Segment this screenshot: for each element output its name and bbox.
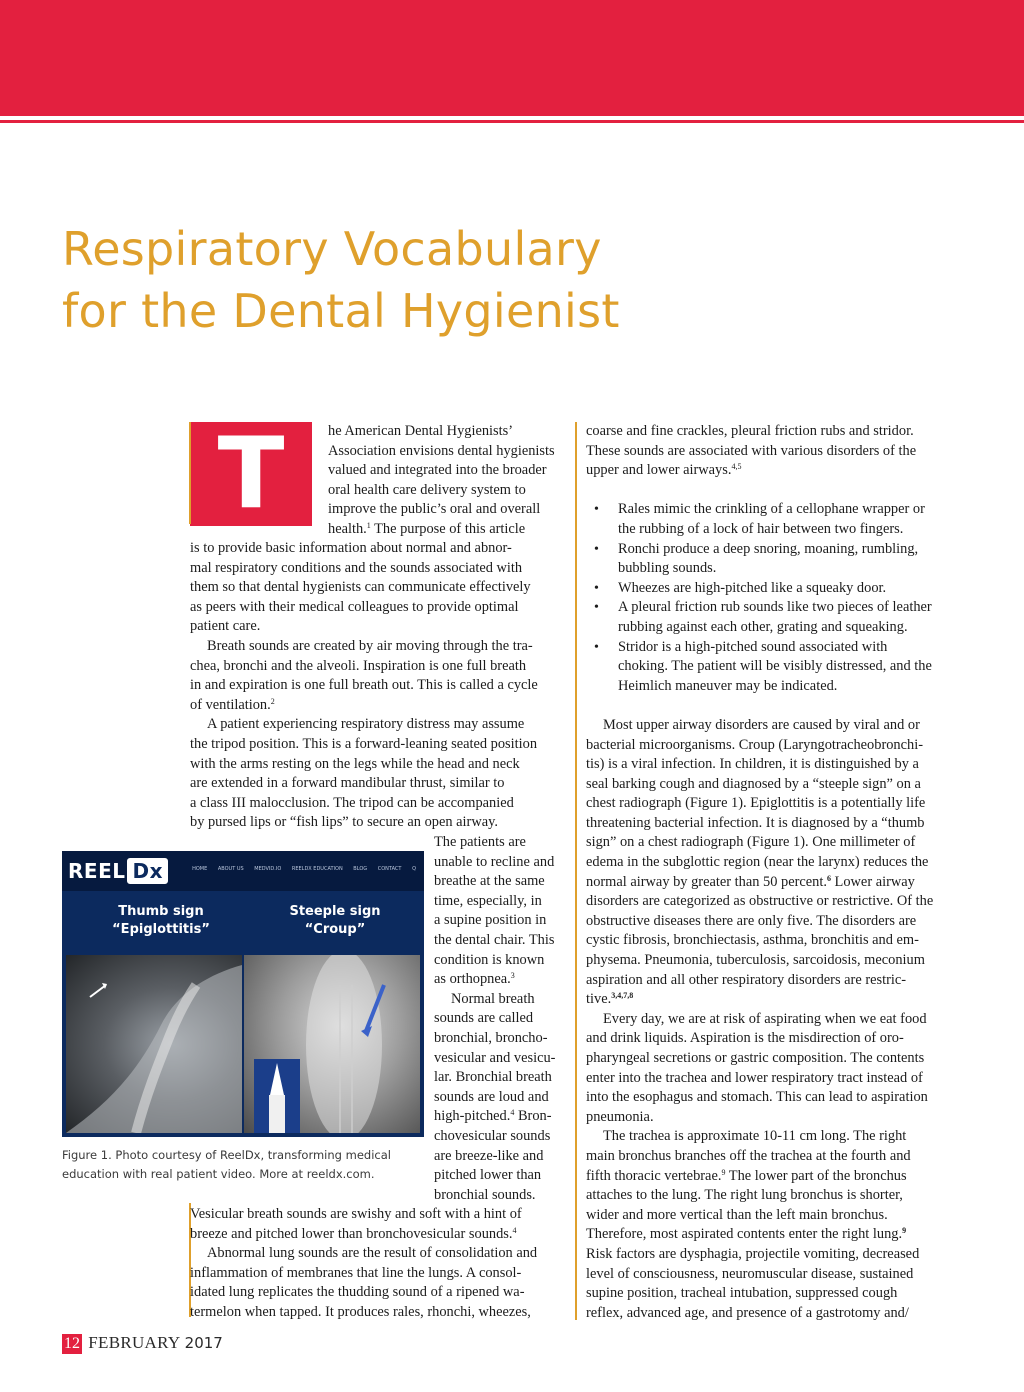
text-fragment: The lower part of the bronchus	[725, 1167, 907, 1184]
citation: 9	[721, 1167, 726, 1177]
text-line: Most upper airway disorders are caused by viral and or	[603, 716, 920, 733]
citation: 2	[270, 696, 275, 706]
text-line: These sounds are associated with various disorders of the	[586, 442, 917, 459]
text-line: sign” on a chest radiograph (Figure 1). One millimeter of	[586, 834, 916, 851]
text-line: Ronchi produce a deep snoring, moaning, rumbling,	[618, 540, 919, 557]
figure-1	[62, 851, 424, 1137]
text-line: vesicular and vesicu-	[434, 1049, 556, 1066]
text-line: time, especially, in	[434, 892, 542, 909]
xray-illustration	[244, 955, 420, 1133]
text-line: choking. The patient will be visibly distressed, and the	[618, 658, 932, 675]
drop-cap-paragraph	[328, 422, 555, 540]
text-line: the tripod position. This is a forward-leaning seated position	[190, 735, 538, 752]
text-line: inflammation of membranes that line the lungs. A consol-	[190, 1264, 522, 1281]
bullet-icon: •	[594, 541, 599, 557]
article-title	[62, 218, 962, 342]
text-line: bronchial, broncho-	[434, 1029, 548, 1046]
text-fragment: Therefore, most aspirated contents enter the right lung.	[586, 1226, 903, 1243]
issue-year: 2017	[184, 1334, 223, 1352]
label-line: “Croup”	[304, 922, 366, 937]
text-line: valued and integrated into the broader	[328, 462, 547, 479]
text-line: by pursed lips or “fish lips” to secure an open airway.	[190, 814, 498, 831]
text-line: oral health care delivery system to	[328, 481, 526, 498]
text-line: the dental chair. This	[434, 931, 555, 948]
text-fragment: upper and lower airways.	[586, 462, 732, 479]
issue-month: FEBRUARY	[88, 1333, 181, 1352]
bullet-list	[586, 500, 970, 696]
text-fragment: Lower airway	[830, 873, 915, 890]
text-line: A pleural friction rub sounds like two pieces of leather	[618, 599, 932, 616]
wrapped-text	[434, 833, 555, 1205]
bullet-icon: •	[594, 580, 599, 596]
search-icon: Q	[412, 866, 416, 872]
text-line	[434, 970, 555, 990]
left-column-rule	[189, 422, 191, 524]
text-line: and drink liquids. Aspiration is the misdirection of oro-	[586, 1030, 904, 1047]
frontal-neck-xray-image	[244, 955, 420, 1133]
citation: 3	[510, 971, 515, 981]
text-line: termelon when tapped. It produces rales, rhonchi, wheezes,	[190, 1303, 531, 1320]
text-line: breathe at the same	[434, 873, 545, 890]
right-column-text	[586, 422, 970, 1323]
list-item	[586, 500, 970, 539]
text-fragment: normal airway by greater than 50 percent.	[586, 873, 827, 890]
citation: 6	[826, 873, 831, 883]
title-line-1: Respiratory Vocabulary	[62, 222, 602, 276]
text-line: bubbling sounds.	[618, 560, 717, 577]
text-line: seal barking cough and diagnosed by a “steeple sign” on a	[586, 775, 921, 792]
text-line: Stridor is a high-pitched sound associated with	[618, 638, 888, 655]
page-number: 12	[64, 1335, 80, 1352]
text-line	[328, 520, 555, 540]
text-line: disorders are categorized as obstructive or restrictive. Of the	[586, 893, 934, 910]
text-line: are extended in a forward mandibular thrust, similar to	[190, 775, 505, 792]
bullet-icon: •	[594, 600, 599, 616]
text-line: enter into the trachea and lower respiratory tract instead of	[586, 1069, 923, 1086]
xray-illustration	[66, 955, 242, 1133]
steeple-sign-label	[260, 903, 410, 939]
header-rule	[0, 120, 1024, 123]
text-line: wider and more vertical than the left main bronchus.	[586, 1206, 888, 1223]
left-column-text	[190, 539, 538, 833]
text-line: Rales mimic the crinkling of a cellophane wrapper or	[618, 501, 925, 518]
text-line: chovesicular sounds	[434, 1127, 551, 1144]
arrow-icon	[90, 985, 106, 997]
text-line: as peers with their medical colleagues to provide optimal	[190, 598, 519, 615]
bullet-icon: •	[594, 502, 599, 518]
nav-item: HOME	[192, 866, 208, 872]
citation: 4	[510, 1108, 515, 1118]
text-line: with the arms resting on the legs while the head and neck	[190, 755, 520, 772]
list-item	[586, 579, 970, 599]
list-item	[586, 598, 970, 637]
text-line: a class III malocclusion. The tripod can be accompanied	[190, 794, 514, 811]
text-line: Risk factors are dysphagia, projectile vomiting, decreased	[586, 1245, 920, 1262]
text-line: Breath sounds are created by air moving through the tra-	[207, 637, 533, 654]
page-footer	[62, 1332, 223, 1354]
text-fragment: breeze and pitched lower than bronchovesicular sounds.	[190, 1225, 513, 1242]
reeldx-logo	[68, 858, 168, 884]
steeple-tower-icon	[269, 1095, 285, 1133]
text-line: pitched lower than	[434, 1167, 542, 1184]
citation: 9	[902, 1226, 907, 1236]
text-fragment: The purpose of this article	[370, 520, 526, 537]
text-line: improve the public’s oral and overall	[328, 501, 541, 518]
text-line: he American Dental Hygienists’	[328, 423, 514, 439]
text-line: chea, bronchi and the alveoli. Inspiration is one full breath	[190, 657, 527, 674]
text-line: Abnormal lung sounds are the result of consolidation and	[207, 1245, 538, 1262]
header-band	[0, 0, 1024, 116]
text-line: Heimlich maneuver may be indicated.	[618, 677, 838, 694]
text-line: Vesicular breath sounds are swishy and soft with a hint of	[190, 1206, 522, 1222]
nav-item: MEDVID.IO	[254, 866, 282, 872]
text-line: bacterial microorganisms. Croup (Laryngotracheobronchi-	[586, 736, 923, 753]
text-line: rubbing against each other, grating and squeaking.	[618, 618, 908, 635]
text-line: in and expiration is one full breath out. This is called a cycle	[190, 677, 538, 694]
text-fragment: health.	[328, 520, 367, 537]
text-line: a supine position in	[434, 912, 547, 929]
text-line: Normal breath	[451, 990, 535, 1007]
list-item	[586, 638, 970, 697]
text-line: The patients are	[434, 834, 526, 850]
text-fragment: Bron-	[514, 1108, 552, 1125]
text-line: coarse and fine crackles, pleural friction rubs and stridor.	[586, 423, 914, 439]
text-line: is to provide basic information about normal and abnor-	[190, 540, 512, 556]
text-line	[586, 1225, 970, 1245]
logo-text: REEL	[68, 859, 126, 883]
neck-shape	[66, 965, 242, 1133]
text-line: physema. Pneumonia, tuberculosis, sarcoidosis, meconium	[586, 952, 925, 969]
nav-item: BLOG	[353, 866, 368, 872]
text-line	[434, 1107, 555, 1127]
bullet-icon: •	[594, 639, 599, 655]
text-line	[586, 990, 970, 1010]
figure-website-header	[62, 851, 424, 891]
text-line	[586, 873, 970, 893]
text-line: Association envisions dental hygienists	[328, 442, 555, 459]
text-line: mal respiratory conditions and the sounds associated with	[190, 559, 523, 576]
figure-nav	[183, 866, 416, 872]
figure-caption	[62, 1146, 422, 1184]
text-line: attaches to the lung. The right lung bronchus is shorter,	[586, 1187, 903, 1204]
text-line: aspiration and all other respiratory disorders are restric-	[586, 971, 907, 988]
text-line: supine position, tracheal intubation, suppressed cough	[586, 1285, 898, 1302]
text-line: The trachea is approximate 10-11 cm long. The right	[603, 1128, 907, 1145]
nav-item: CONTACT	[377, 866, 402, 872]
spine-column-shape	[306, 955, 382, 1133]
text-line: sounds are called	[434, 1010, 534, 1027]
label-line: Steeple sign	[289, 904, 381, 919]
logo-box-text: Dx	[127, 858, 168, 884]
title-line-2: for the Dental Hygienist	[62, 284, 620, 338]
text-line: idated lung replicates the thudding sound of a ripened wa-	[190, 1284, 525, 1301]
text-line: sounds are loud and	[434, 1088, 549, 1105]
citation: 3,4,7,8	[611, 991, 634, 1001]
text-line	[190, 1225, 537, 1245]
text-line: patient care.	[190, 618, 261, 635]
right-column-rule	[575, 422, 577, 1320]
text-line: edema in the subglottic region (near the larynx) reduces the	[586, 854, 929, 871]
text-fragment: fifth thoracic vertebrae.	[586, 1167, 722, 1184]
text-line: pneumonia.	[586, 1108, 654, 1125]
text-fragment: as orthopnea.	[434, 971, 511, 988]
text-line: level of consciousness, neuromuscular disease, sustained	[586, 1265, 914, 1282]
text-line: obstructive diseases there are only five. The disorders are	[586, 912, 917, 929]
drop-cap-letter: T	[217, 417, 285, 531]
left-column-tail	[190, 1205, 537, 1323]
text-line: tis) is a viral infection. In children, it is distinguished by a	[586, 756, 919, 773]
text-line: chest radiograph (Figure 1). Epiglottitis is a potentially life	[586, 795, 926, 812]
text-line: them so that dental hygienists can communicate effectively	[190, 579, 531, 596]
text-line: pharyngeal secretions or gastric composition. The contents	[586, 1050, 925, 1066]
citation: 4	[512, 1225, 517, 1235]
nav-item: ABOUT US	[217, 866, 244, 872]
lateral-neck-xray-image	[66, 955, 242, 1133]
text-line: threatening bacterial infection. It is diagnosed by a “thumb	[586, 814, 925, 831]
text-line	[190, 696, 538, 716]
text-fragment: high-pitched.	[434, 1108, 511, 1125]
text-line: A patient experiencing respiratory distress may assume	[207, 716, 525, 733]
text-line: are breeze-like and	[434, 1147, 544, 1164]
text-line: into the esophagus and stomach. This can lead to aspiration	[586, 1089, 928, 1106]
label-line: “Epiglottitis”	[112, 922, 210, 937]
text-line: Wheezes are high-pitched like a squeaky door.	[618, 579, 887, 596]
citation: 4,5	[731, 462, 742, 472]
label-line: Thumb sign	[118, 904, 204, 919]
nav-item: REELDX EDUCATION	[291, 866, 343, 872]
text-line	[586, 461, 970, 481]
text-fragment: tive.	[586, 991, 612, 1008]
text-line: the rubbing of a lock of hair between two fingers.	[618, 520, 904, 537]
text-line: Every day, we are at risk of aspirating when we eat food	[603, 1010, 927, 1027]
text-line: bronchial sounds.	[434, 1186, 536, 1203]
thumb-sign-label	[86, 903, 236, 939]
text-line: unable to recline and	[434, 853, 555, 870]
text-line: cystic fibrosis, bronchiectasis, asthma, bronchitis and em-	[586, 932, 919, 949]
text-line	[586, 1167, 970, 1187]
text-line: condition is known	[434, 951, 545, 968]
caption-line: education with real patient video. More at reeldx.com.	[62, 1167, 375, 1181]
list-item	[586, 540, 970, 579]
text-line: main bronchus branches off the trachea at the fourth and	[586, 1147, 911, 1164]
text-line: lar. Bronchial breath	[434, 1069, 552, 1086]
drop-cap	[190, 417, 312, 531]
text-fragment: of ventilation.	[190, 696, 271, 713]
text-line: reflex, advanced age, and presence of a gastrotomy and/	[586, 1304, 909, 1321]
caption-line: Figure 1. Photo courtesy of ReelDx, transforming medical	[62, 1148, 391, 1162]
citation: 1	[366, 520, 371, 530]
